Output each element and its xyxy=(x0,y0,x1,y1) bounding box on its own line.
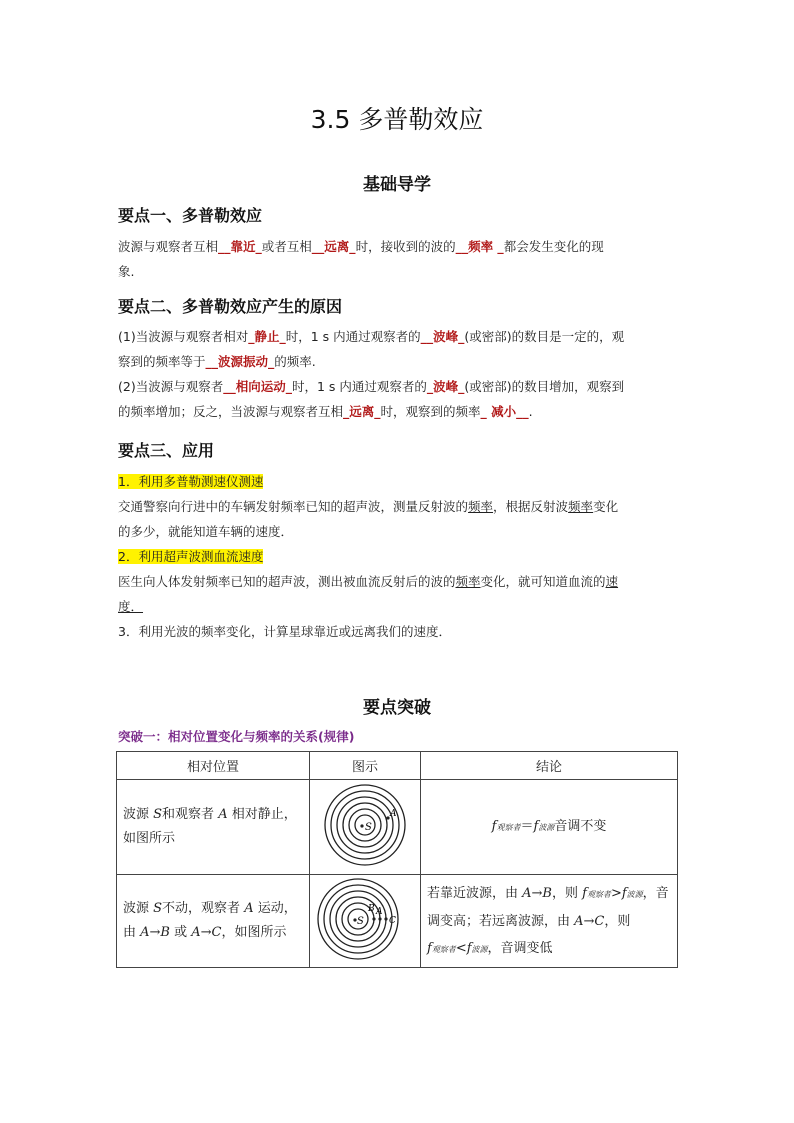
point1-heading: 要点一、多普勒效应 xyxy=(118,206,263,225)
blank-answer: _静止_ xyxy=(248,329,286,344)
cell-position: 波源 S不动，观察者 A 运动，由 A→B 或 A→C，如图所示 xyxy=(117,875,310,968)
point1-text: 波源与观察者互相__靠近_或者互相__远离_时，接收到的波的__频率 _都会发生变化的现 象. xyxy=(118,239,604,279)
page-title: 3.5 多普勒效应 xyxy=(310,105,484,134)
header-figure: 图示 xyxy=(310,752,421,780)
blank-answer: _波峰_ xyxy=(426,379,465,394)
highlighted-subheading: 2．利用超声波测血流速度 xyxy=(118,549,264,564)
blank-answer: __频率 _ xyxy=(455,239,504,254)
section-title-breakthrough: 要点突破 xyxy=(363,698,431,718)
label-b: B xyxy=(368,904,375,914)
label-a: A xyxy=(390,809,397,819)
point3-heading: 要点三、应用 xyxy=(118,441,215,460)
table-row xyxy=(117,875,678,968)
label-a: A xyxy=(376,907,383,917)
source-dot xyxy=(360,824,363,827)
table-header-row xyxy=(117,752,678,780)
cell-figure xyxy=(310,780,421,875)
blank-answer: __相向运动_ xyxy=(223,379,292,394)
table-row xyxy=(117,780,678,875)
cell-figure xyxy=(310,875,421,968)
label-c: C xyxy=(389,916,396,926)
relation-table xyxy=(116,751,678,968)
section-title-basic: 基础导学 xyxy=(363,175,431,195)
breakthrough-heading: 突破一：相对位置变化与频率的关系(规律) xyxy=(118,729,355,744)
header-position: 相对位置 xyxy=(117,752,310,780)
blank-answer: _ 减小__ xyxy=(480,404,529,419)
cell-conclusion: f观察者＝f波源音调不变 xyxy=(421,780,678,875)
observer-dot-b xyxy=(372,917,375,920)
label-s: S xyxy=(357,916,364,927)
blank-answer: _远离_ xyxy=(343,404,381,419)
highlighted-subheading: 1．利用多普勒测速仪测速 xyxy=(118,474,264,489)
label-s: S xyxy=(365,822,372,833)
cell-conclusion: 若靠近波源，由 A→B，则 f观察者>f波源，音调变高；若远离波源，由 A→C，则 f观察者<f波源，音调变低 xyxy=(421,875,678,968)
header-conclusion: 结论 xyxy=(421,752,678,780)
blank-answer: __波峰_ xyxy=(420,329,465,344)
concentric-waves-moving-figure xyxy=(310,875,420,963)
point2-text: (1)当波源与观察者相对_静止_时，1 s 内通过观察者的__波峰_(或密部)的数目是一定的，观 察到的频率等于__波源振动_的频率. (2)当波源与观察者__相向运动_时，1 s 内通过观察者的_波峰_(或密部)的数目增加，观察到 的频率增加；反之，当波源与观察者互相_远离_时，观察到的频率_ 减小__. xyxy=(118,329,625,419)
point2-heading: 要点二、多普勒效应产生的原因 xyxy=(118,297,343,316)
blank-answer: __靠近_ xyxy=(218,239,262,254)
cell-position: 波源 S和观察者 A 相对静止，如图所示 xyxy=(117,780,310,875)
observer-dot-c xyxy=(384,917,387,920)
blank-answer: __远离_ xyxy=(311,239,356,254)
blank-answer: __波源振动_ xyxy=(205,354,275,369)
observer-dot-a xyxy=(378,917,381,920)
point3-text: 1．利用多普勒测速仪测速 交通警察向行进中的车辆发射频率已知的超声波，测量反射波的频率，根据反射波频率变化 的多少，就能知道车辆的速度． 2．利用超声波测血流速度 医生向人体发射频率已知的超声波，测出被血流反射后的波的频率变化，就可知道血流的速 度． 3．利用光波的频率变化，计算星球靠近或远离我们的速度． xyxy=(118,474,619,639)
concentric-waves-figure xyxy=(310,780,420,870)
